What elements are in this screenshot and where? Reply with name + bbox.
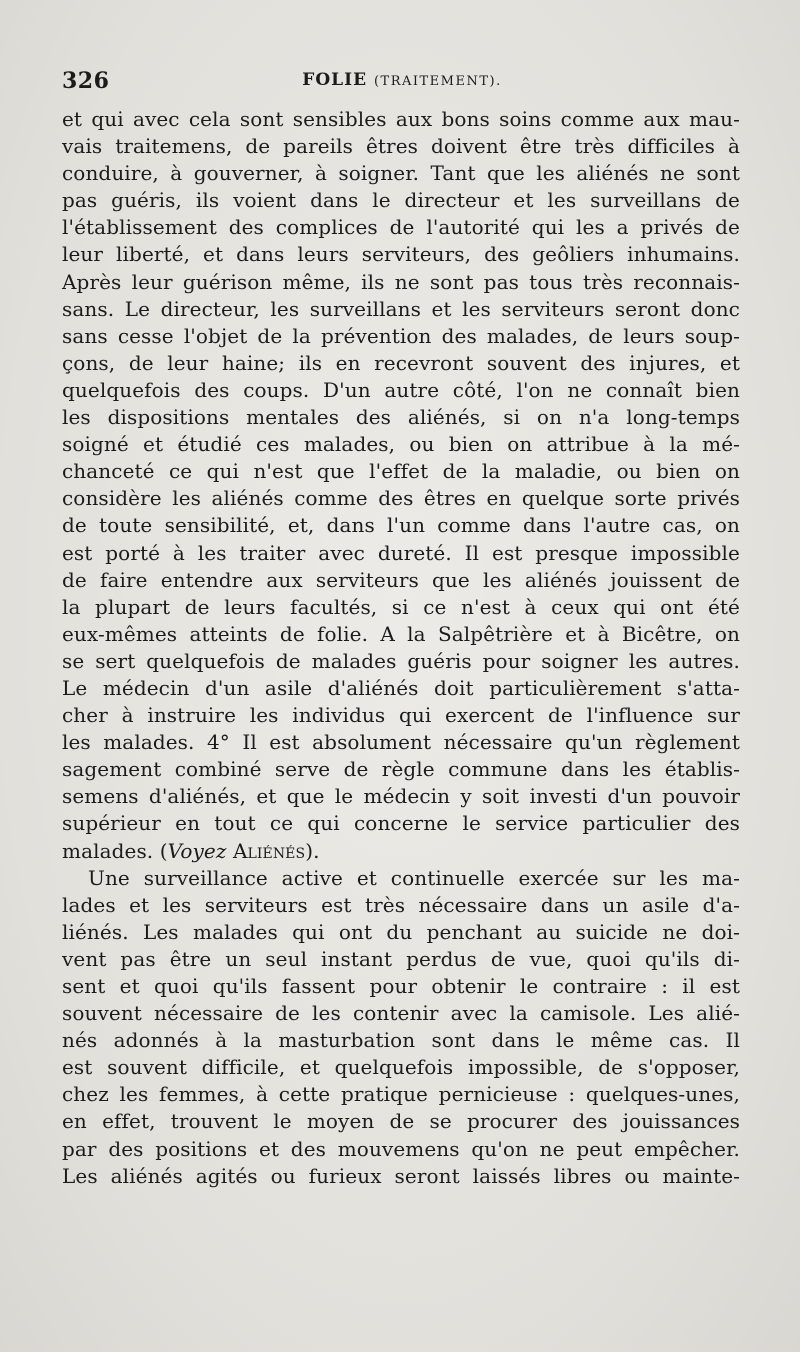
text-line: soigné et étudié ces malades, ou bien on attribue à la mé- bbox=[62, 432, 740, 457]
text-line: se sert quelquefois de malades guéris pour soigner les autres. bbox=[62, 648, 740, 673]
text-line: cher à instruire les individus qui exercent de l'influence sur bbox=[62, 703, 740, 728]
text-line: sagement combiné serve de règle commune dans les établis- bbox=[62, 757, 740, 782]
text-line: est souvent difficile, et quelquefois impossible, de s'opposer, bbox=[62, 1055, 740, 1080]
text-line: est porté à les traiter avec dureté. Il est presque impossible bbox=[62, 540, 740, 565]
text-line: chez les femmes, à cette pratique pernicieuse : quelques-unes, bbox=[62, 1082, 740, 1107]
text-line: de faire entendre aux serviteurs que les aliénés jouissent de bbox=[62, 567, 740, 592]
text-line: Les aliénés agités ou furieux seront laissés libres ou mainte- bbox=[62, 1163, 740, 1188]
text-line: liénés. Les malades qui ont du penchant au suicide ne doi- bbox=[62, 919, 740, 944]
text-line: l'établissement des complices de l'autorité qui les a privés de bbox=[62, 215, 740, 240]
running-title-main: FOLIE bbox=[302, 70, 368, 90]
text-line: lades et les serviteurs est très nécessaire dans un asile d'a- bbox=[62, 892, 740, 917]
text-line: sans cesse l'objet de la prévention des malades, de leurs soup- bbox=[62, 323, 740, 348]
page-number: 326 bbox=[62, 68, 110, 94]
text-line: souvent nécessaire de les contenir avec la camisole. Les alié- bbox=[62, 1001, 740, 1026]
text-line: Une surveillance active et continuelle exercée sur les ma- bbox=[88, 865, 740, 890]
text-line: la plupart de leurs facultés, si ce n'est à ceux qui ont été bbox=[62, 594, 740, 619]
text-line: chanceté ce qui n'est que l'effet de la maladie, ou bien on bbox=[62, 459, 740, 484]
text-line: eux-mêmes atteints de folie. A la Salpêtrière et à Bicêtre, on bbox=[62, 621, 740, 646]
text-line: semens d'aliénés, et que le médecin y soit investi d'un pouvoir bbox=[62, 784, 740, 809]
running-title bbox=[62, 70, 742, 90]
cross-reference: Aliénés bbox=[232, 838, 306, 863]
paragraph-2 bbox=[62, 865, 740, 1190]
text-line: pas guéris, ils voient dans le directeur et les surveillans de bbox=[62, 188, 740, 213]
text-line: de toute sensibilité, et, dans l'un comme dans l'autre cas, on bbox=[62, 513, 740, 538]
text-line: par des positions et des mouvemens qu'on ne peut empêcher. bbox=[62, 1136, 740, 1161]
text-line: considère les aliénés comme des êtres en quelque sorte privés bbox=[62, 486, 740, 511]
running-head bbox=[62, 68, 742, 102]
text-line: vent pas être un seul instant perdus de vue, quoi qu'ils di- bbox=[62, 946, 740, 971]
text-line: vais traitemens, de pareils êtres doivent être très difficiles à bbox=[62, 134, 740, 159]
text-line: çons, de leur haine; ils en recevront souvent des injures, et bbox=[62, 350, 740, 375]
paragraph-1-last-line: malades. (Voyez Aliénés). bbox=[62, 838, 320, 863]
text-line: et qui avec cela sont sensibles aux bons soins comme aux mau- bbox=[62, 107, 740, 131]
text-line: Le médecin d'un asile d'aliénés doit particulièrement s'atta- bbox=[62, 675, 740, 700]
text-line: nés adonnés à la masturbation sont dans le même cas. Il bbox=[62, 1028, 740, 1053]
paragraph-1 bbox=[62, 106, 740, 838]
text-line: sent et quoi qu'ils fassent pour obtenir le contraire : il est bbox=[62, 974, 740, 998]
text-line: quelquefois des coups. D'un autre côté, l'on ne connaît bien bbox=[62, 377, 740, 402]
text-line: en effet, trouvent le moyen de se procurer des jouissances bbox=[62, 1109, 740, 1134]
text-line: conduire, à gouverner, à soigner. Tant que les aliénés ne sont bbox=[62, 161, 740, 186]
text-line: supérieur en tout ce qui concerne le service particulier des bbox=[62, 811, 740, 836]
text-line: Après leur guérison même, ils ne sont pas tous très reconnais- bbox=[62, 269, 740, 294]
running-title-sub: (TRAITEMENT). bbox=[373, 74, 502, 89]
text-line: sans. Le directeur, les surveillans et les serviteurs seront donc bbox=[62, 296, 740, 321]
text-line: les dispositions mentales des aliénés, si on n'a long-temps bbox=[62, 405, 740, 430]
text-line: les malades. 4° Il est absolument nécessaire qu'un règlement bbox=[62, 730, 740, 755]
body-text bbox=[62, 106, 740, 1190]
text-line: leur liberté, et dans leurs serviteurs, des geôliers inhumains. bbox=[62, 242, 740, 267]
voyez-italic: Voyez bbox=[167, 838, 227, 863]
